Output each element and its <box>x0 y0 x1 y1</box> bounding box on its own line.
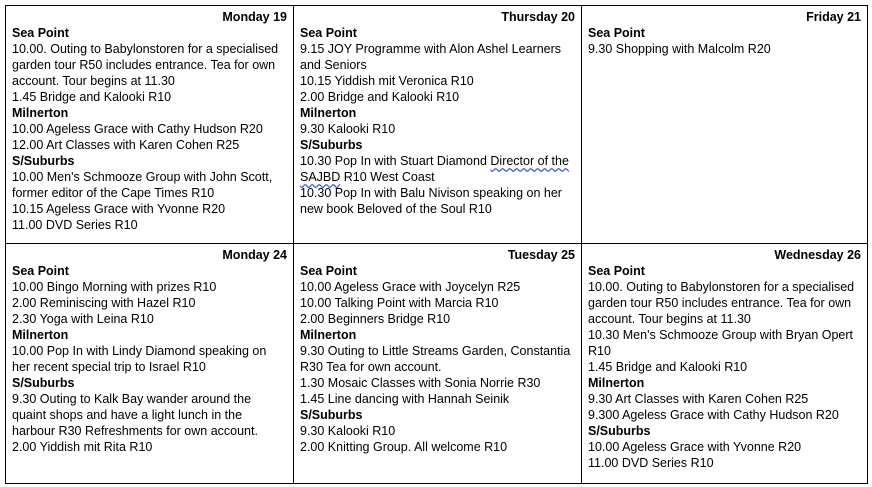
week-row-2 <box>6 244 868 484</box>
event-item: 10.30 Pop In with Stuart Diamond Director of the SAJBD R10 West Coast <box>300 154 569 184</box>
event-item: 9.30 Outing to Kalk Bay wander around the quaint shops and have a light lunch in the harbour R30 Refreshments for own account. <box>12 392 258 438</box>
day-heading: Wednesday 26 <box>774 248 861 262</box>
event-item: 1.30 Mosaic Classes with Sonia Norrie R30 <box>300 376 541 390</box>
day-cell <box>6 244 294 484</box>
location-heading: Milnerton <box>588 376 645 390</box>
location-heading: Milnerton <box>12 106 69 120</box>
spellcheck-underline: Director of the SAJBD <box>300 154 569 184</box>
location-heading: Milnerton <box>12 328 69 342</box>
location-heading: S/Suburbs <box>12 376 75 390</box>
event-item: 9.30 Art Classes with Karen Cohen R25 <box>588 392 809 406</box>
day-cell <box>582 6 868 244</box>
event-item: 2.00 Yiddish mit Rita R10 <box>12 440 153 454</box>
event-item: 11.00 DVD Series R10 <box>588 456 714 470</box>
day-heading: Friday 21 <box>806 10 861 24</box>
location-heading: S/Suburbs <box>12 154 75 168</box>
location-heading: S/Suburbs <box>588 424 651 438</box>
event-item: 10.00. Outing to Babylonstoren for a specialised garden tour R50 includes entrance. Tea for own account. Tour begins at 11.30 <box>12 42 279 88</box>
location-heading: Sea Point <box>588 264 645 278</box>
event-item: 10.15 Yiddish mit Veronica R10 <box>300 74 474 88</box>
event-item: 10.00 Ageless Grace with Cathy Hudson R20 <box>12 122 263 136</box>
event-item: 2.00 Bridge and Kalooki R10 <box>300 90 460 104</box>
location-heading: Sea Point <box>12 26 69 40</box>
location-heading: Sea Point <box>300 264 357 278</box>
event-item: 10.00 Bingo Morning with prizes R10 <box>12 280 217 294</box>
location-heading: Sea Point <box>588 26 645 40</box>
schedule-table <box>5 5 868 484</box>
event-item: 2.00 Beginners Bridge R10 <box>300 312 451 326</box>
event-item: 9.15 JOY Programme with Alon Ashel Learners and Seniors <box>300 42 562 72</box>
event-item: 9.30 Kalooki R10 <box>300 424 396 438</box>
event-item: 9.30 Outing to Little Streams Garden, Constantia R30 Tea for own account. <box>300 344 571 374</box>
day-cell <box>582 244 868 484</box>
event-item: 2.30 Yoga with Leina R10 <box>12 312 154 326</box>
location-heading: Milnerton <box>300 328 357 342</box>
event-item: 1.45 Line dancing with Hannah Seinik <box>300 392 510 406</box>
day-cell <box>6 6 294 244</box>
event-item: 10.00. Outing to Babylonstoren for a specialised garden tour R50 includes entrance. Tea for own account. Tour begins at 11.30 <box>588 280 855 326</box>
event-item: 10.00 Talking Point with Marcia R10 <box>300 296 499 310</box>
location-heading: S/Suburbs <box>300 138 363 152</box>
day-heading: Monday 24 <box>222 248 287 262</box>
event-item: 10.00 Ageless Grace with Yvonne R20 <box>588 440 802 454</box>
event-item: 12.00 Art Classes with Karen Cohen R25 <box>12 138 240 152</box>
day-cell <box>294 244 582 484</box>
location-heading: Sea Point <box>12 264 69 278</box>
location-heading: Sea Point <box>300 26 357 40</box>
event-item: 10.30 Pop In with Balu Nivison speaking on her new book Beloved of the Soul R10 <box>300 186 562 216</box>
day-heading: Monday 19 <box>222 10 287 24</box>
day-heading: Thursday 20 <box>501 10 575 24</box>
event-item: 10.00 Ageless Grace with Joycelyn R25 <box>300 280 521 294</box>
day-cell <box>294 6 582 244</box>
event-item: 2.00 Knitting Group. All welcome R10 <box>300 440 508 454</box>
event-item: 9.30 Shopping with Malcolm R20 <box>588 42 771 56</box>
event-item: 10.30 Men's Schmooze Group with Bryan Opert R10 <box>588 328 854 358</box>
day-heading: Tuesday 25 <box>507 248 575 262</box>
event-item: 1.45 Bridge and Kalooki R10 <box>588 360 748 374</box>
location-heading: Milnerton <box>300 106 357 120</box>
event-item: 9.300 Ageless Grace with Cathy Hudson R20 <box>588 408 839 422</box>
event-item: 1.45 Bridge and Kalooki R10 <box>12 90 172 104</box>
event-item: 10.15 Ageless Grace with Yvonne R20 <box>12 202 226 216</box>
event-item: 2.00 Reminiscing with Hazel R10 <box>12 296 196 310</box>
event-item: 10.00 Men's Schmooze Group with John Scott, former editor of the Cape Times R10 <box>12 170 273 200</box>
event-item: 10.00 Pop In with Lindy Diamond speaking on her recent special trip to Israel R10 <box>12 344 267 374</box>
event-item: 9.30 Kalooki R10 <box>300 122 396 136</box>
event-item: 11.00 DVD Series R10 <box>12 218 138 232</box>
location-heading: S/Suburbs <box>300 408 363 422</box>
week-row-1 <box>6 6 868 244</box>
